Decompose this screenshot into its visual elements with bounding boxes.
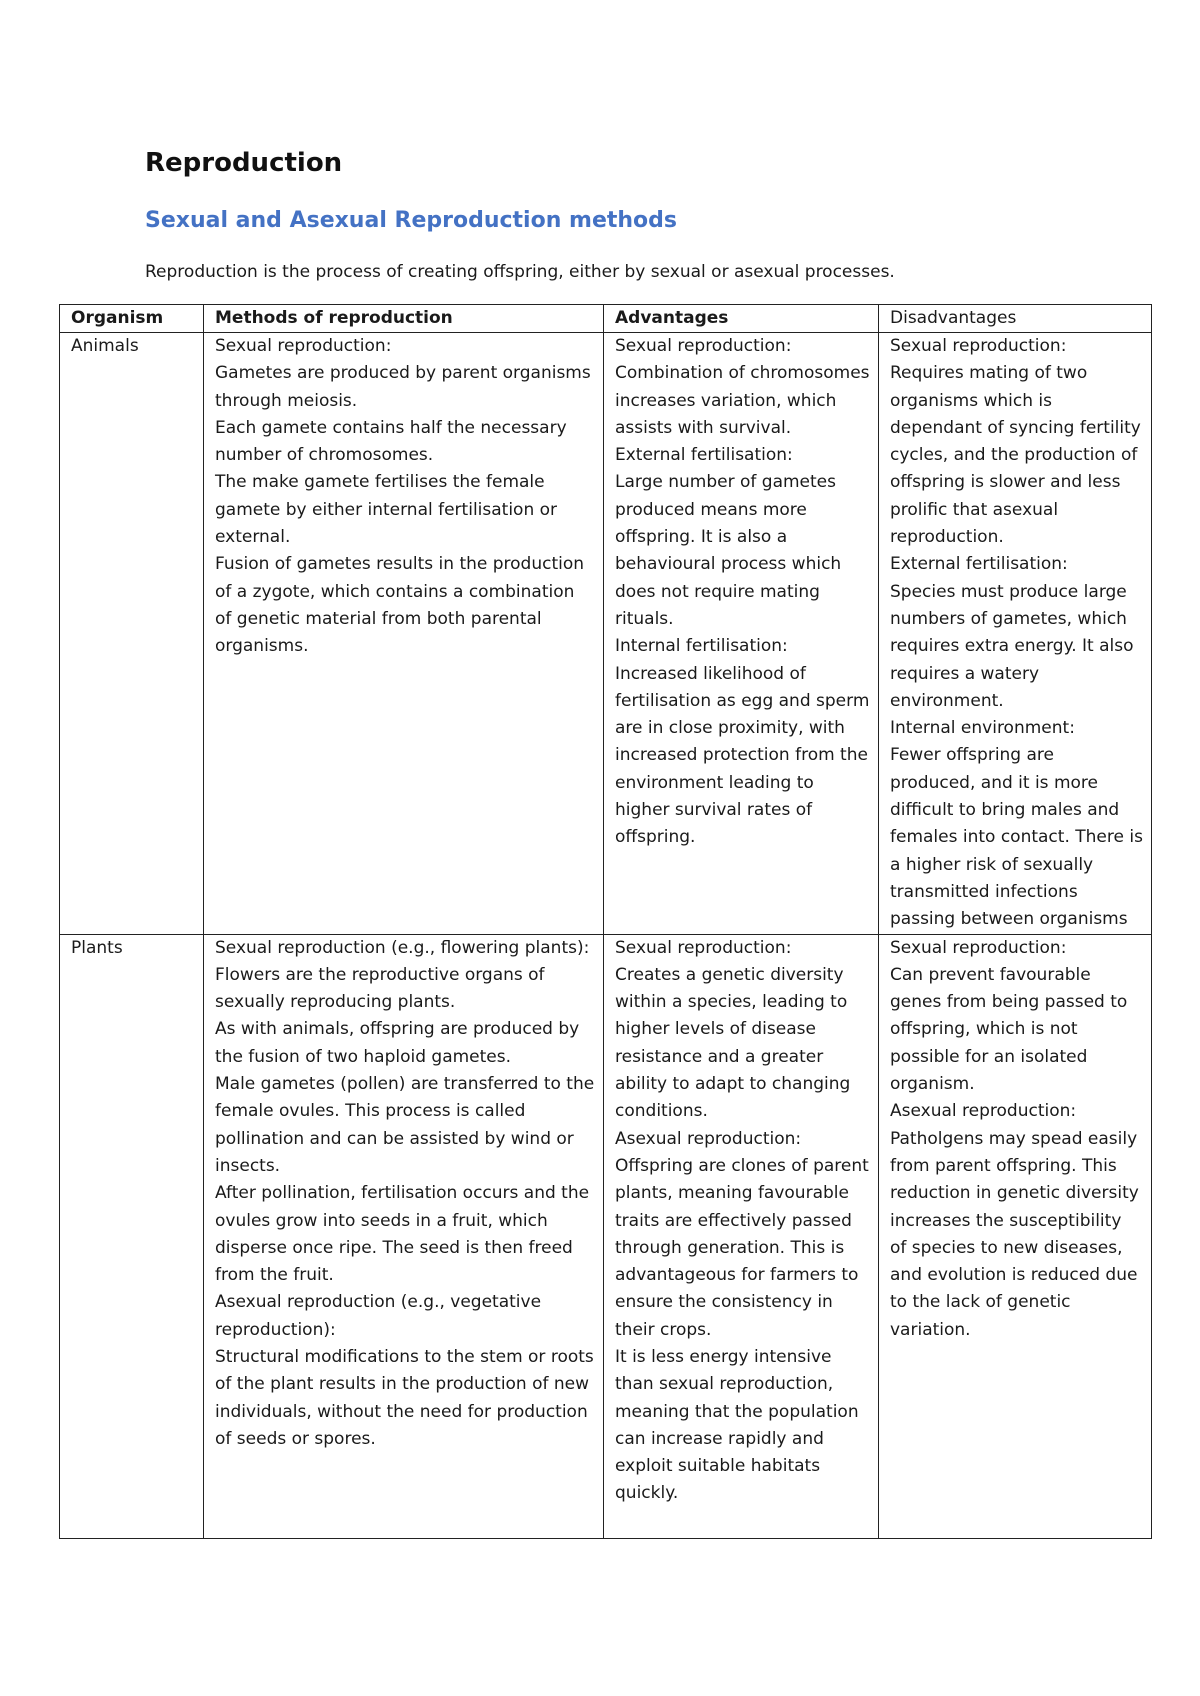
cell-line: Flowers are the reproductive organs of sexually reproducing plants. [215,964,545,1013]
cell-line: Male gametes (pollen) are transferred to the female ovules. This process is called pollination and can be assisted by wind or insects. [215,1074,595,1176]
cell-line: Species must produce large numbers of gametes, which requires extra energy. It also requires a watery environment. [890,581,1134,711]
advantages-cell [604,934,879,1538]
section-heading: Sexual and Asexual Reproduction methods [145,208,678,233]
cell-line: Sexual reproduction: [890,336,1067,356]
organism-cell: Plants [60,934,204,1538]
methods-cell [204,934,604,1538]
cell-line: Combination of chromosomes increases variation, which assists with survival. [615,363,870,438]
cell-line: External fertilisation: [890,554,1068,575]
cell-line: As with animals, offspring are produced by the fusion of two haploid gametes. [215,1019,580,1067]
header-advantages: Advantages [604,305,879,333]
cell-line: Asexual reproduction (e.g., vegetative reproduction): [215,1292,542,1340]
cell-line: It is less energy intensive than sexual reproduction, meaning that the population can increase rapidly and exploit suitable habitats quickly. [615,1346,859,1504]
page-title: Reproduction [145,148,343,178]
methods-cell [204,333,604,935]
cell-line: Structural modifications to the stem or roots of the plant results in the production of new individuals, without the need for production of seeds or spores. [215,1346,594,1449]
cell-line: Each gamete contains half the necessary number of chromosomes. [215,417,567,466]
cell-line: Sexual reproduction (e.g., flowering plants): [215,937,590,958]
cell-line: External fertilisation: [615,445,793,466]
cell-line: Gametes are produced by parent organisms through meiosis. [215,363,591,411]
cell-line: The make gamete fertilises the female gamete by either internal fertilisation or external. [215,472,558,548]
intro-paragraph: Reproduction is the process of creating offspring, either by sexual or asexual processes. [145,262,895,282]
disadvantages-cell [879,934,1152,1538]
cell-line: Offspring are clones of parent plants, meaning favourable traits are effectively passed through generation. This is advantageous for farmers to ensure the consistency in their crops. [615,1155,869,1340]
cell-line: Creates a genetic diversity within a species, leading to higher levels of disease resistance and a greater ability to adapt to changing conditions. [615,964,851,1122]
table-row-plants [60,934,1152,1538]
cell-line: Sexual reproduction: [890,937,1067,958]
cell-line: Requires mating of two organisms which is dependant of syncing fertility cycles, and the production of offspring is slower and less prolific that asexual reproduction. [890,363,1141,548]
cell-line: Increased likelihood of fertilisation as egg and sperm are in close proximity, with increased protection from the environment leading to higher survival rates of offspring. [615,663,870,848]
cell-line: Sexual reproduction: [215,336,392,356]
disadvantages-cell [879,333,1152,935]
cell-line: Asexual reproduction: [615,1128,802,1149]
cell-line: Can prevent favourable genes from being passed to offspring, which is not possible for an isolated organism. [890,964,1128,1095]
cell-line: Sexual reproduction: [615,937,792,958]
cell-line: Fusion of gametes results in the production of a zygote, which contains a combination of genetic material from both parental organisms. [215,554,585,657]
cell-line: Patholgens may spead easily from parent offspring. This reduction in genetic diversity increases the susceptibility of species to new diseases, and evolution is reduced due to the lack of genetic variation. [890,1128,1139,1340]
cell-line: Sexual reproduction: [615,336,792,356]
cell-line: Internal environment: [890,718,1075,739]
cell-line: Internal fertilisation: [615,636,788,657]
advantages-cell [604,333,879,935]
header-methods: Methods of reproduction [204,305,604,333]
cell-line: Fewer offspring are produced, and it is more difficult to bring males and females into contact. There is a higher risk of sexually transmitted infections passing between organisms [890,745,1143,930]
cell-line: After pollination, fertilisation occurs and the ovules grow into seeds in a fruit, which disperse once ripe. The seed is then freed from the fruit. [215,1183,590,1286]
cell-line: Asexual reproduction: [890,1101,1077,1122]
cell-line: Large number of gametes produced means more offspring. It is also a behavioural process which does not require mating rituals. [615,472,842,629]
header-disadvantages: Disadvantages [879,305,1152,333]
header-organism: Organism [60,305,204,333]
organism-cell: Animals [60,333,204,935]
reproduction-table [59,304,1152,1539]
table-header-row [60,305,1152,333]
table-row-animals [60,333,1152,935]
